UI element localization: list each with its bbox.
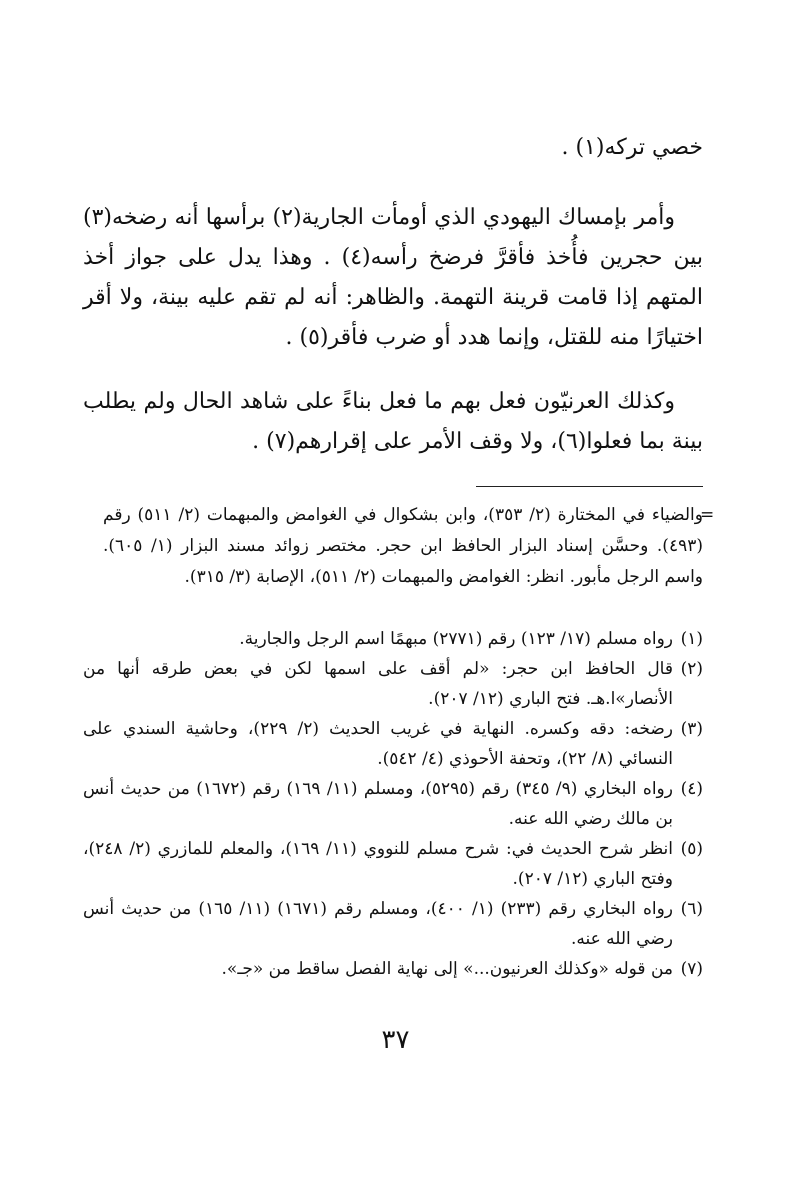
footnote-text: انظر شرح الحديث في: شرح مسلم للنووي (١١/ ١٦٩)، والمعلم للمازري (٢/ ٢٤٨)، وفتح الباري (١٢/ ٢٠٧). — [83, 839, 673, 889]
main-paragraph-1: خصي تركه(١) . — [561, 135, 703, 160]
footnote-number: (١) — [680, 629, 703, 649]
footnote-text: من قوله «وكذلك العرنيون...» إلى نهاية الفصل ساقط من «جـ». — [221, 959, 673, 979]
footnote-text: رواه مسلم (١٧/ ١٢٣) رقم (٢٧٧١) مبهمًا اسم الرجل والجارية. — [239, 629, 673, 649]
footnote-item — [83, 834, 703, 894]
footnote-item — [83, 714, 703, 774]
footnote-number: (٦) — [680, 899, 703, 919]
footnote-continuation-mark: = — [700, 505, 715, 525]
footnote-number: (٥) — [680, 839, 703, 859]
footnote-text: رضخه: دقه وكسره. النهاية في غريب الحديث (٢/ ٢٢٩)، وحاشية السندي على النسائي (٨/ ٢٢)، وتحفة الأحوذي (٤/ ٥٤٢). — [83, 719, 673, 769]
footnote-item — [83, 954, 703, 984]
footnote-number: (٣) — [680, 719, 703, 739]
footnote-item — [83, 894, 703, 954]
footnote-item — [83, 774, 703, 834]
page-number: ٣٧ — [381, 1025, 410, 1055]
footnote-text: قال الحافظ ابن حجر: «لم أقف على اسمها لكن في بعض طرقه أنها من الأنصار»ا.هـ. فتح الباري (١٢/ ٢٠٧). — [83, 659, 673, 709]
footnote-item — [83, 654, 703, 714]
footnote-continuation: والضياء في المختارة (٢/ ٣٥٣)، وابن بشكوال في الغوامض والمبهمات (٢/ ٥١١) رقم (٤٩٣). وحسَّن إسناد البزار الحافظ ابن حجر. مختصر زوائد مسند البزار (١/ ٦٠٥). واسم الرجل مأبور. انظر: الغوامض والمبهمات (٢/ ٥١١)، الإصابة (٣/ ٣١٥). — [103, 505, 703, 587]
footnote-number: (٧) — [680, 959, 703, 979]
main-paragraph-2: وأمر بإمساك اليهودي الذي أومأت الجارية(٢) برأسها أنه رضخه(٣) بين حجرين فأُخذ فأقرَّ فرضخ رأسه(٤) . وهذا يدل على جواز أخذ المتهم إذا قامت قرينة التهمة. والظاهر: أنه لم تقم عليه بينة، ولا أقر اختيارًا منه للقتل، وإنما هدد أو ضرب فأقر(٥) . — [83, 205, 703, 350]
footnote-list — [83, 624, 703, 984]
footnote-text: رواه البخاري رقم (٢٣٣) (١/ ٤٠٠)، ومسلم رقم (١٦٧١) (١١/ ١٦٥) من حديث أنس رضي الله عنه. — [83, 899, 673, 949]
footnote-item — [83, 624, 703, 654]
footnote-number: (٤) — [680, 779, 703, 799]
footnote-number: (٢) — [680, 659, 703, 679]
footnote-text: رواه البخاري (٩/ ٣٤٥) رقم (٥٢٩٥)، ومسلم (١١/ ١٦٩) رقم (١٦٧٢) من حديث أنس بن مالك رضي الله عنه. — [83, 779, 673, 829]
footnote-separator — [476, 486, 703, 487]
main-paragraph-3: وكذلك العرنيّون فعل بهم ما فعل بناءً على شاهد الحال ولم يطلب بينة بما فعلوا(٦)، ولا وقف الأمر على إقرارهم(٧) . — [83, 389, 703, 454]
